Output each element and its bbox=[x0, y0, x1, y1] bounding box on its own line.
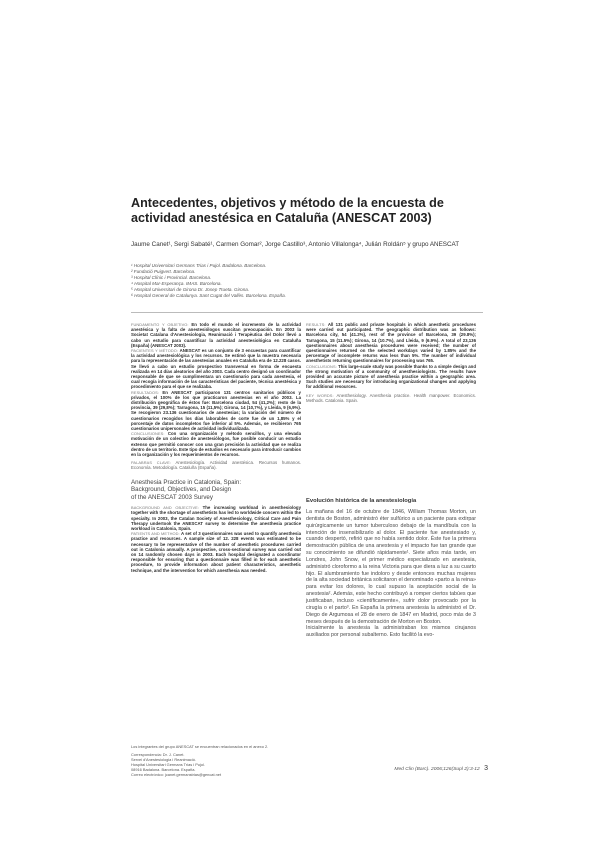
keywords-es-text: Anestesiología. Actividad anestésica. Recursos humanos. Economía. Metodología. Cataluña (España). bbox=[131, 460, 302, 471]
section-heading: Evolución histórica de la anestesiología bbox=[306, 498, 417, 504]
abstract-es bbox=[131, 322, 301, 457]
resultados-label: RESULTADOS: bbox=[131, 389, 159, 395]
footnote-line: Hospital Universitari Germans Trias i Pujol. bbox=[131, 761, 205, 767]
article-title: Antecedentes, objetivos y método de la encuesta de actividad anestésica en Cataluña (ANESCAT 2003) bbox=[131, 196, 444, 225]
keywords-en bbox=[306, 393, 476, 403]
footnotes bbox=[131, 745, 301, 777]
conclusiones-label: CONCLUSIONES: bbox=[131, 431, 165, 437]
affiliation-line: ¹ Hospital Universitari Germans Trias i Pujol. Badalona. Barcelona. bbox=[131, 263, 267, 268]
results-label: RESULTS: bbox=[306, 322, 326, 327]
patients-text: A set of 3 questionnaires was used to quantify anesthesia practice and resources. A sample size of 12. 228 events was estimated to be necessary to be representative of the number of anesthetic procedures carried out in Catalonia annually. A prospective, cross-sectional survey was carried out on 14 randomly chosen days in 2003. Each hospital designated a coordinator responsible for ensuring that a questionnaire was filled in for each anesthetic procedure, to provide information about patient characteristics, anesthetic technique, and the intervention for which anesthesia was needed. bbox=[131, 531, 302, 573]
resultados-text: En ANESCAT participaron 131 centros sanitarios públicos y privados, el 100% de los que practicaron anestesias en el año 2003. La distribución geográfica de éstos fue: Barcelona ciudad, 54 (41,2%); resto de la provincia, 39 (29,8%); Tarragona, 15 (11,5%); Girona, 14 (10,7%), y Lleida, 9 (6,9%). Se recogieron 23.136 cuestionarios de anestesias; la variación del número de cuestionarios recogidos los días laborables de corte fue de un 1,85% y el porcentaje de datos incompletos fue inferior al 5%. Además, se recibieron 765 cuestionarios unipersonales de actividad individualizada. bbox=[131, 389, 301, 432]
affiliation-line: ⁶ Hospital General de Catalunya. Sant Cugat del Vallès. Barcelona. España. bbox=[131, 292, 286, 298]
body-paragraph: La mañana del 16 de octubre de 1846, William Thomas Morton, un dentista de Boston, administró éter sulfúrico a un paciente para extirpar quirúrgicamente un tumor tuberculoso debajo de la mandíbula con la intención de insensibilizarlo al dolor. El paciente fue anestesiado y, cuando despertó, refirió que no había sentido dolor. Éste fue la primera demostración pública de una anestesia y el impacto fue tan grande que su conocimiento se difundió rápidamente¹. Siete años más tarde, en Londres, John Snow, el primer médico especializado en anestesia, administró cloroformo a la reina Victoria para que diera a luz a su cuarto hijo. El alumbramiento fue indoloro y desde entonces muchas mujeres de la alta sociedad británica solicitaron el denominado «parto a la reina» para evitar los dolores, lo cual supuso la aceptación social de la anestesia². Además, este hecho contribuyó a romper ciertos tabúes que justificaban, incluso «científicamente», sufrir dolor provocado por la cirugía o el parto³. En España la primera anestesia la administró el Dr. Diego de Argumosa el 28 de enero de 1847 en Madrid, poco más de 3 meses después de la demostración de Morton en Boston. bbox=[306, 509, 476, 625]
english-title-line: of the ANESCAT 2003 Survey bbox=[131, 493, 213, 501]
affiliation-line: ² Fundació Puigvert. Barcelona. bbox=[131, 268, 196, 274]
background-label: BACKGROUND AND OBJECTIVE: bbox=[131, 505, 200, 511]
affiliation-line: ⁵ Hospital Universitari de Girona Dr. Josep Trueta. Girona. bbox=[131, 286, 250, 292]
abstract-en-left bbox=[131, 505, 301, 573]
english-title-line: Background, Objectives, and Design bbox=[131, 486, 232, 494]
journal-citation: Med Clin (Barc). 2006;126(Supl 2):3-12 bbox=[394, 767, 480, 772]
conclusiones-text: Con una organización y método sencillos, y una elevada motivación de un colectivo de anestesiólogos, fue posible conducir un estudio extenso que permitió conocer con una gran precisión la actividad que se realiza dentro de un territorio. Este tipo de estudios es necesario para introducir cambios en la organización y los requerimientos de recursos. bbox=[131, 431, 301, 458]
abstract-right-column bbox=[306, 322, 476, 403]
affiliation-line: ³ Hospital Clínic i Provincial. Barcelona. bbox=[131, 274, 212, 280]
keywords-en-text: Anesthesiology. Anesthesia practice. Health manpower. Economics. Methods. Catalonia. Spain. bbox=[306, 392, 476, 403]
keywords-es bbox=[131, 460, 301, 470]
pacientes-label: PACIENTES Y MÉTODO: bbox=[131, 348, 179, 354]
page-number: 3 bbox=[484, 765, 488, 772]
abstract-left-column bbox=[131, 322, 301, 573]
footnote-email: Correo electrónico: jcanet.germanstrias@gencat.net bbox=[131, 771, 222, 777]
english-title bbox=[131, 479, 301, 502]
body-paragraph: Inicialmente la anestesia la administraban los mismos cirujanos auxiliados por personal subalterno. Esto facilitó la evo- bbox=[306, 625, 476, 639]
conclusions-label: CONCLUSIONS: bbox=[306, 363, 337, 369]
fundamento-label: FUNDAMENTO Y OBJETIVO: bbox=[131, 322, 189, 327]
footnote-group-note: Los integrantes del grupo ANESCAT se encuentran relacionados en el anexo 2. bbox=[131, 744, 269, 749]
footnote-line: 08916 Badalona. Barcelona. España. bbox=[131, 766, 196, 772]
keywords-en-label: KEY WORDS: bbox=[306, 392, 334, 398]
page-footer bbox=[340, 765, 488, 773]
footnote-line: Servei d'Anestesiologia i Reanimació. bbox=[131, 756, 196, 762]
pacientes-text: ANESCAT es un conjunto de 3 encuestas para cuantificar la actividad anestesiológica y los recursos. Se estimó que la muestra necesaria para la representación de las anestesias anuales en Cataluña era de 12.228 casos. Se llevó a cabo un estudio prospectivo transversal en forma de encuesta realizada en 14 días aleatorios del año 2003. Cada centro designó un coordinador responsable de que se cumplimentara un cuestionario para cada anestesia, el cual recogía información de las características del paciente, técnica anestésica y procedimiento para el que se realizaba. bbox=[131, 348, 301, 390]
section-body bbox=[306, 509, 476, 639]
background-text: The increasing workload in anesthesiology together with the shortage of anesthetists has led to worldwide concern within the specialty. In 2003, the Catalan Society of Anesthesiology, Critical Care and Pain Therapy undertook the ANESCAT survey to determine the anesthesia practice workload in Catalonia, Spain. bbox=[131, 505, 301, 531]
english-title-line: Anesthesia Practice in Catalonia, Spain: bbox=[131, 478, 242, 486]
keywords-es-label: PALABRAS CLAVE: bbox=[131, 460, 171, 466]
header-divider bbox=[131, 312, 483, 313]
affiliations bbox=[131, 263, 461, 298]
footnote-correspondence: Correspondencia: Dr. J. Canet. bbox=[131, 751, 185, 757]
abstract-en-right bbox=[306, 322, 476, 390]
conclusions-text: This large-scale study was possible thanks to a simple design and the strong motivation of a community of anesthesiologists. The results have provided an accurate picture of anesthesia practice within a geographic area. Such studies are necessary for introducing organizational changes and applying for additional resources. bbox=[306, 363, 476, 390]
affiliation-line: ⁴ Hospital Mar-Esperança. IMAS. Barcelona. bbox=[131, 280, 222, 286]
results-text: All 131 public and private hospitals in which anesthetic procedures were carried out participated. The geographic distribution was as follows: Barcelona city, 54 (41.2%), rest of the province of Barcelona, 39 (29.8%); Tarragona, 15 (11.5%); Girona, 14 (10.7%), and Lleida, 9 (6.9%). A total of 23,136 questionnaires about anesthesia procedures were received; the number of questionnaires returned on the selected workdays varied by 1.85% and the percentage of incomplete returns was less than 5%. The number of individual anesthetists returning questionnaires for processing was 765. bbox=[306, 322, 477, 364]
fundamento-text: En todo el mundo el incremento de la actividad anestésica y la falta de anestesiólogos suscitan preocupación. En 2003 la Societat Catalana d'Anestesiologia, Reanimació i Terapèutica del Dolor llevó a cabo un estudio para cuantificar la actividad anestesiológica en Cataluña (España) (ANESCAT 2003). bbox=[131, 322, 301, 348]
patients-label: PATIENTS AND METHOD: bbox=[131, 531, 180, 537]
article-authors: Jaume Canet¹, Sergi Sabaté¹, Carmen Gomar², Jorge Castillo³, Antonio Villalonga⁴, Julián Roldán⁵ y grupo ANESCAT bbox=[131, 241, 460, 248]
